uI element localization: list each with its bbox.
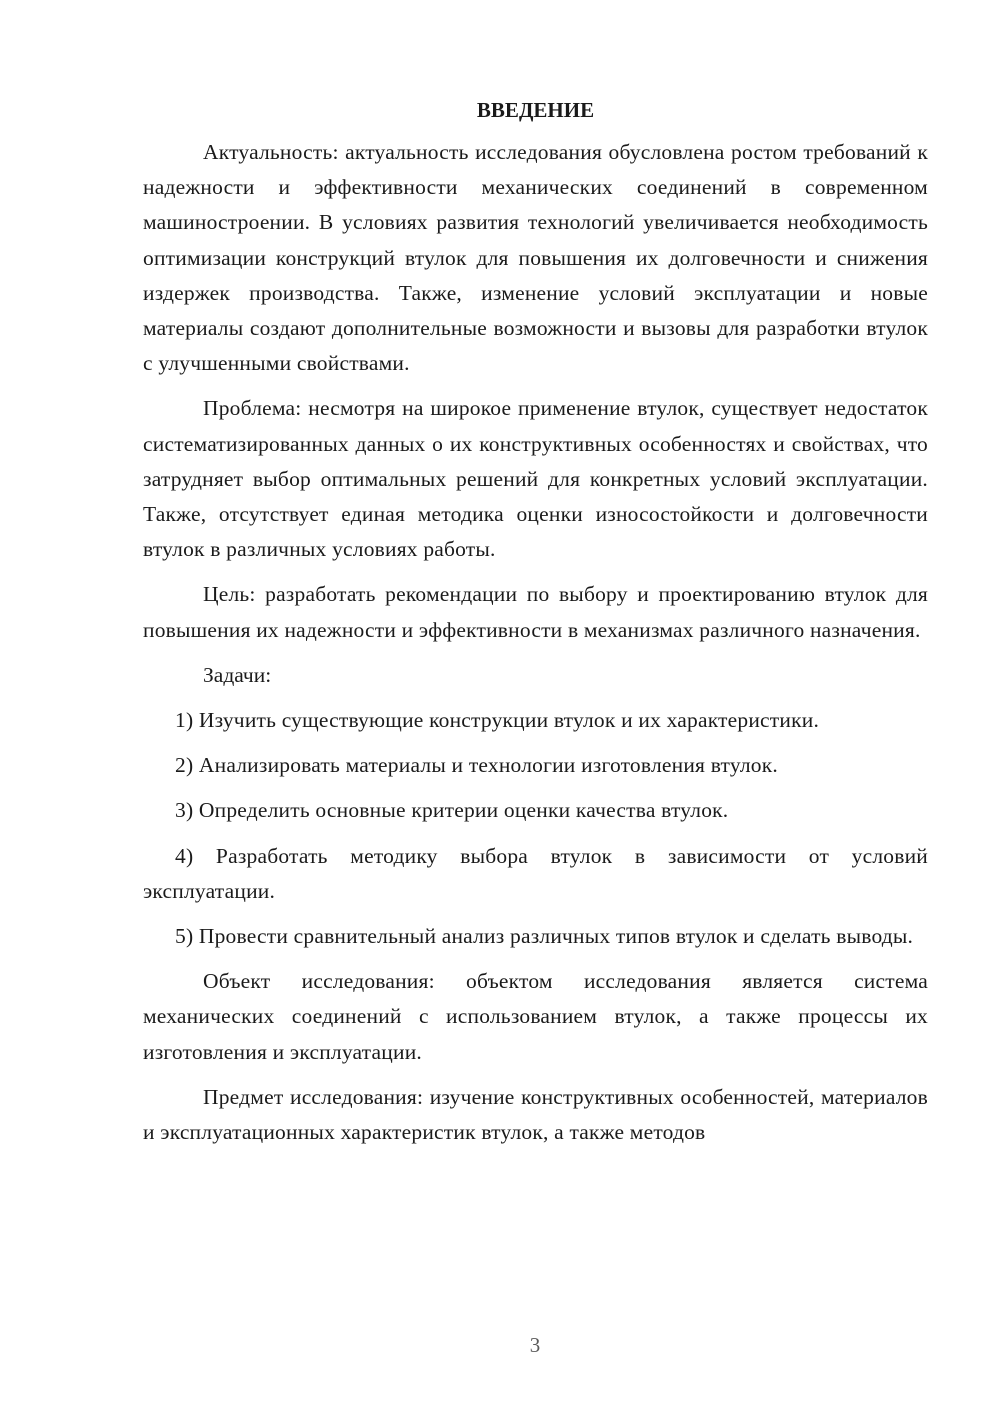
task-item-5: 5) Провести сравнительный анализ различных типов втулок и сделать выводы. <box>175 924 914 949</box>
paragraph-object: Объект исследования: объектом исследования является система механических соединений с использованием втулок, а также процессы их изготовления и эксплуатации. <box>143 969 928 1064</box>
tasks-heading: Задачи: <box>203 662 272 687</box>
task-item-1: 1) Изучить существующие конструкции втулок и их характеристики. <box>175 708 820 733</box>
task-item-4: 4) Разработать методику выбора втулок в зависимости от условий эксплуатации. <box>143 843 928 903</box>
paragraph-problem: Проблема: несмотря на широкое применение втулок, существует недостаток систематизированных данных о их конструктивных особенностях и свойствах, что затрудняет выбор оптимальных решений для конкретных условий эксплуатации. Также, отсутствует единая методика оценки износостойкости и долговечности втулок в различных условиях работы. <box>143 396 928 562</box>
paragraph-relevance: Актуальность: актуальность исследования обусловлена ростом требований к надежности и эффективности механических соединений в современном машиностроении. В условиях развития технологий увеличивается необходимость оптимизации конструкций втулок для повышения их долговечности и снижения издержек производства. Также, изменение условий эксплуатации и новые материалы создают дополнительные возможности и вызовы для разработки втулок с улучшенными свойствами. <box>143 140 928 376</box>
task-item-3: 3) Определить основные критерии оценки качества втулок. <box>175 798 729 823</box>
task-item-2: 2) Анализировать материалы и технологии изготовления втулок. <box>175 753 778 778</box>
page-title: ВВЕДЕНИЕ <box>476 98 595 122</box>
paragraph-subject: Предмет исследования: изучение конструктивных особенностей, материалов и эксплуатационных характеристик втулок, а также методов <box>143 1084 928 1145</box>
page-content <box>143 95 928 1150</box>
page-number: 3 <box>529 1333 541 1357</box>
paragraph-goal: Цель: разработать рекомендации по выбору и проектированию втулок для повышения их надежности и эффективности в механизмах различного назначения. <box>143 582 928 642</box>
